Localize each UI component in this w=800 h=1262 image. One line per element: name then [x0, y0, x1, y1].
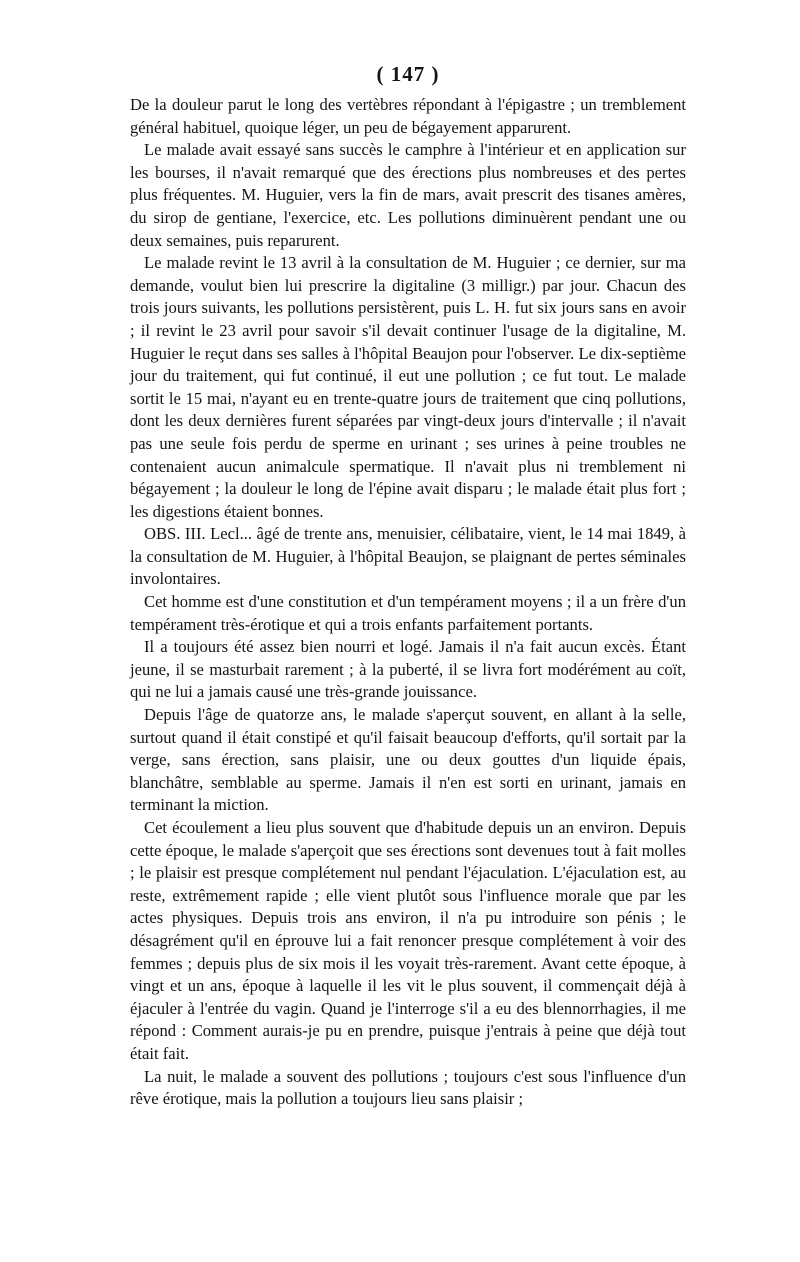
paragraph: Cet écoulement a lieu plus souvent que d'habitude depuis un an environ. Depuis cette époque, le malade s'aperçoit que ses érections sont devenues tout à fait molles ; le plaisir est presque complétement nul pendant l'éjaculation. L'éjaculation est, au reste, extrêmement rapide ; elle vient plutôt sous l'influence morale que par les actes physiques. Depuis trois ans environ, il n'a pu introduire son pénis ; le désagrément qu'il en éprouve lui a fait renoncer presque complétement à voir des femmes ; depuis plus de six mois il les voyait très-rarement. Avant cette époque, à vingt et un ans, époque à laquelle il les vit le plus souvent, il commençait déjà à éjaculer à l'entrée du vagin. Quand je l'interroge s'il a eu des blennorrhagies, il me répond : Comment aurais-je pu en prendre, puisque j'entrais à peine que déjà tout était fait. — [130, 818, 686, 1063]
paragraph: De la douleur parut le long des vertèbres répondant à l'épigastre ; un tremblement général habituel, quoique léger, un peu de bégayement apparurent. — [130, 95, 686, 137]
paragraph: Il a toujours été assez bien nourri et logé. Jamais il n'a fait aucun excès. Étant jeune, il se masturbait rarement ; à la puberté, il se livra fort modérément au coït, qui ne lui a jamais causé une très-grande jouissance. — [130, 637, 686, 702]
paragraph: Depuis l'âge de quatorze ans, le malade s'aperçut souvent, en allant à la selle, surtout quand il était constipé et qu'il faisait beaucoup d'efforts, qu'il sortait par la verge, sans érection, sans plaisir, une ou deux gouttes d'un liquide épais, blanchâtre, semblable au sperme. Jamais il n'en est sorti en urinant, jamais en terminant la miction. — [130, 705, 686, 815]
page-number: ( 147 ) — [376, 62, 440, 86]
paragraph: Le malade avait essayé sans succès le camphre à l'intérieur et en application sur les bourses, il n'avait remarqué que des érections plus nombreuses et des pertes plus fréquentes. M. Huguier, vers la fin de mars, avait prescrit des tisanes amères, du sirop de gentiane, l'exercice, etc. Les pollutions diminuèrent pendant une ou deux semaines, puis reparurent. — [130, 140, 686, 250]
paragraph: Le malade revint le 13 avril à la consultation de M. Huguier ; ce dernier, sur ma demande, voulut bien lui prescrire la digitaline (3 milligr.) par jour. Chacun des trois jours suivants, les pollutions persistèrent, puis L. H. fut six jours sans en avoir ; il revint le 23 avril pour savoir s'il devait continuer l'usage de la digitaline, M. Huguier le reçut dans ses salles à l'hôpital Beaujon pour l'observer. Le dix-septième jour du traitement, qui fut continué, il eut une pollution ; ce fut tout. Le malade sortit le 15 mai, n'ayant eu en trente-quatre jours de traitement que cinq pollutions, dont les deux dernières furent séparées par vingt-deux jours d'intervalle ; il n'avait pas une seule fois perdu de sperme en urinant ; ses urines à peine troubles ne contenaient aucun animalcule spermatique. Il n'avait plus ni tremblement ni bégayement ; la douleur le long de l'épine avait disparu ; le malade était plus fort ; les digestions étaient bonnes. — [130, 253, 686, 521]
paragraph: La nuit, le malade a souvent des pollutions ; toujours c'est sous l'influence d'un rêve érotique, mais la pollution a toujours lieu sans plaisir ; — [130, 1066, 686, 1109]
paragraph: Cet homme est d'une constitution et d'un tempérament moyens ; il a un frère d'un tempérament très-érotique et qui a trois enfants parfaitement portants. — [130, 592, 686, 634]
observation-heading-paragraph: OBS. III. Lecl... âgé de trente ans, menuisier, célibataire, vient, le 14 mai 1849, à la consultation de M. Huguier, à l'hôpital Beaujon, se plaignant de pertes séminales involontaires. — [130, 524, 686, 589]
